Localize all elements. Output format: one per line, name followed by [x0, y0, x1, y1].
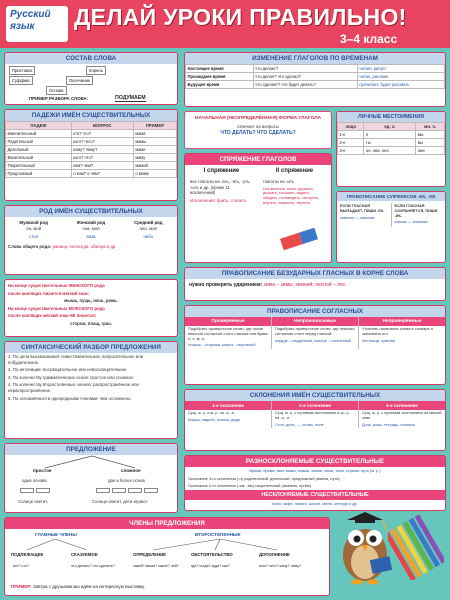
sentence-example2: Солнце светит, дети играют. [92, 499, 149, 504]
neut-label: Средний род [134, 220, 163, 225]
word-structure-title: СОСТАВ СЛОВА [5, 53, 177, 64]
case-question: о ком? о чём? [71, 170, 133, 178]
case-question: кого? чего? [71, 138, 133, 146]
pronouns-card [336, 111, 446, 187]
case-question: кем? чем? [71, 162, 133, 170]
parts-example: Завтра с друзьями мы идём на интересную выставку. [32, 584, 146, 589]
consonants-card [184, 305, 446, 385]
consonants-example3: лестница, чувства [362, 337, 395, 343]
pronoun-sing: я [364, 131, 416, 139]
vowels-text: нужно проверять ударением: [189, 282, 263, 288]
pronoun-plur: они [416, 147, 445, 155]
indeclinable-list: Кино, кафе, пальто, шоссе, меню, кенгуру и др. [272, 500, 358, 506]
cases-header: ПАДЕЖ [6, 122, 72, 130]
subject-label: ПОДЛЕЖАЩЕЕ [11, 552, 44, 557]
diff-nouns-line2: Окончание 2-го склонения (-ем, -ём) творительный (именем, путём) [188, 483, 311, 489]
pronoun-plur: вы [416, 139, 445, 147]
tenses-card [184, 52, 446, 107]
case-example: мамой [133, 162, 176, 170]
first-conj-exceptions: Исключения: брить, стелить [190, 197, 247, 203]
vowels-title: ПРАВОПИСАНИЕ БЕЗУДАРНЫХ ГЛАСНЫХ В КОРНЕ СЛОВА [185, 268, 445, 279]
tense-example: читает, рисует [357, 65, 444, 73]
object-question: кого? чего? кому? чему? [259, 564, 302, 568]
indeclinable-title: НЕСКЛОНЯЕМЫЕ СУЩЕСТВИТЕЛЬНЫЕ [185, 490, 445, 500]
common-gender-examples: умница, непоседа, обжора и др. [52, 244, 117, 250]
list-item: 5. По осложнённости однородными членами: чем осложнено. [8, 395, 132, 401]
base-label: Основа [46, 86, 67, 95]
second-conj-label: II спряжение [275, 168, 314, 174]
tense-question: что сделает? что будет делать? [253, 81, 357, 89]
consonants-title: ПРАВОПИСАНИЕ СОГЛАСНЫХ [185, 306, 445, 317]
soft-sign-example2: сторож, плащ, грач. [70, 320, 112, 326]
gender-card [4, 205, 178, 275]
suffix-ik-example: ключик — ключика [394, 220, 428, 225]
adverbial-label: ОБСТОЯТЕЛЬСТВО [191, 552, 233, 557]
table-row [6, 146, 177, 154]
tense-example: читал, рисовал [357, 73, 444, 81]
pronoun-plur: мы [416, 131, 445, 139]
cases-header: ВОПРОС [71, 122, 133, 130]
attribute-label: ОПРЕДЕЛЕНИЕ [133, 552, 167, 557]
pronoun-person: 2-е [338, 139, 364, 147]
tense-example: прочитает, будет рисовать [357, 81, 444, 89]
ending-label: Окончание [66, 76, 93, 85]
declension-1-text: Сущ. ж. р. и м. р. на -а, -я [188, 410, 235, 415]
diff-nouns-card [184, 455, 446, 511]
diff-nouns-list: Время, бремя, имя, вымя, пламя, знамя, семя, темя, стремя, путь (м. р.) [249, 468, 381, 473]
table-row [186, 65, 445, 73]
table-row [6, 154, 177, 162]
adverbial-question: где? когда? куда? как? [191, 564, 230, 568]
case-example: о маме [133, 170, 176, 178]
consonants-text1: Подобрать проверочное слово, где после неясной согласной стоит гласная или буквы н, л, м, р: [188, 326, 268, 341]
owl-icon [335, 510, 395, 585]
pronouns-header: лицо [338, 123, 364, 131]
tense-name: Прошедшее время [186, 73, 254, 81]
declension-3-text: Сущ. ж. р. с нулевым окончанием на мягкий знак [362, 410, 442, 420]
list-item: 4. По количеству второстепенных членов: распространённое или нераспространённое. [8, 382, 139, 393]
declension-2-example: Стол, день, ..., слово, поле [275, 421, 324, 427]
word-structure-card [4, 52, 178, 105]
sentence-title: ПРЕДЛОЖЕНИЕ [5, 444, 177, 455]
infinitive-subtitle: отвечает на вопросы [237, 123, 279, 129]
pronouns-header: ед. ч. [364, 123, 416, 131]
consonants-example2: сердце – сердечный, солнце – солнечный [275, 337, 351, 343]
simple-label: простое [33, 468, 52, 473]
pencils-icon [388, 510, 444, 580]
consonants-col2: Непроизносимые [272, 317, 358, 326]
soft-sign-line2: после шипящих пишется мягкий знак: [8, 290, 90, 296]
suffixes-title: ПРАВОПИСАНИЕ СУФФИКСОВ -ЕК, -ИК [337, 192, 445, 201]
cases-header: ПРИМЕР [133, 122, 176, 130]
gender-title: РОД ИМЁН СУЩЕСТВИТЕЛЬНЫХ [5, 206, 177, 217]
table-row [186, 73, 445, 81]
table-row [6, 130, 177, 138]
case-name: Родительный [6, 138, 72, 146]
example-word: ПОДУМАЕМ [115, 95, 146, 101]
attribute-question: какой? какая? какое? чей? [133, 564, 179, 568]
declension-1-example: Кошка, наделя, конюш, дядя [188, 416, 240, 422]
common-gender-label: Слова общего рода: [8, 244, 52, 250]
subject-question: кто? что? [13, 564, 30, 568]
neut-example: небо [143, 233, 154, 239]
declension-3: 3-е склонение [359, 401, 445, 410]
declension-2-text: Сущ. м. р. с нулевым окончанием и ср. р. на -о, -е [275, 410, 350, 420]
syntax-card [4, 341, 178, 439]
sentence-branches [5, 454, 178, 474]
main-parts-label: ГЛАВНЫЕ ЧЛЕНЫ [35, 532, 77, 537]
masc-label: Мужской род [19, 220, 48, 225]
case-name: Творительный [6, 162, 72, 170]
one-base-label: одна основа [22, 478, 47, 483]
table-row [338, 139, 445, 147]
suffix-ek-example: замочек — замочка [340, 215, 375, 220]
case-question: кого? что? [71, 154, 133, 162]
parts-title: ЧЛЕНЫ ПРЕДЛОЖЕНИЯ [5, 518, 329, 529]
two-bases-label: две и более основ [108, 478, 145, 483]
fem-question: она, моя [82, 226, 100, 231]
table-row [338, 131, 445, 139]
suffix-label: Суффикс [9, 76, 33, 85]
first-conj-text: все глаголы на -ать, -ять, -уть, -ыть и др. (кроме 11 исключений) [190, 179, 251, 196]
parts-branches [5, 538, 330, 552]
suffix-ek-rule: ЕСЛИ ГЛАСНАЯ ВЫПАДАЕТ, ПИШИ -ЕК- [340, 204, 385, 213]
first-conj-label: I спряжение [203, 168, 240, 174]
predicate-label: СКАЗУЕМОЕ [71, 552, 98, 557]
pronouns-title: ЛИЧНЫЕ МЕСТОИМЕНИЯ [337, 112, 445, 122]
case-name: Дательный [6, 146, 72, 154]
tense-name: Будущее время [186, 81, 254, 89]
grade-label: 3–4 класс [340, 32, 398, 46]
complex-label: сложное [121, 468, 141, 473]
masc-example: стол [29, 233, 39, 239]
case-name: Предложный [6, 170, 72, 178]
vowels-example: зима – зимы, зимний; лесной – лес. [263, 282, 347, 288]
table-row [6, 162, 177, 170]
root-label: Корень [86, 66, 106, 75]
soft-sign-example1: мышь, пущь, ночь, рожь. [64, 298, 118, 304]
pronouns-header: мн. ч. [416, 123, 445, 131]
pronoun-person: 3-е [338, 147, 364, 155]
infinitive-card [184, 111, 332, 149]
second-conj-text: глаголы на -ить [263, 179, 294, 184]
soft-sign-line3: На конце существительных МУЖСКОГО рода [8, 305, 105, 311]
example-label: ПРИМЕР РАЗБОРА СЛОВА: [29, 96, 89, 101]
tense-question: что делал? что сделал? [253, 73, 357, 81]
case-example: маму [133, 154, 176, 162]
declension-title: СКЛОНЕНИЯ ИМЁН СУЩЕСТВИТЕЛЬНЫХ [185, 390, 445, 401]
pronouns-table [337, 122, 445, 155]
tenses-title: ИЗМЕНЕНИЕ ГЛАГОЛОВ ПО ВРЕМЕНАМ [185, 53, 445, 64]
case-example: мама [133, 130, 176, 138]
sentence-example1: Солнце светит. [18, 499, 48, 504]
page-title: ДЕЛАЙ УРОКИ ПРАВИЛЬНО! [74, 4, 407, 30]
list-item: 1. По цели высказывания: повествовательное, вопросительное или побудительное. [8, 354, 144, 365]
secondary-parts-label: ВТОРОСТЕПЕННЫЕ [195, 532, 241, 537]
tense-name: Настоящее время [186, 65, 254, 73]
table-row [6, 170, 177, 178]
object-label: ДОПОЛНЕНИЕ [259, 552, 290, 557]
tense-question: что делает? [253, 65, 357, 73]
fem-label: Женский род [76, 220, 106, 225]
predicate-question: что делать? что сделать? [71, 564, 115, 568]
soft-sign-line1: На конце существительных ЖЕНСКОГО рода [8, 283, 105, 288]
declension-2: 2-е склонение [272, 401, 358, 410]
suffix-ik-rule: ЕСЛИ ГЛАСНАЯ СОХРАНЯЕТСЯ, ПИШИ -ИК- [394, 204, 438, 218]
declension-1: 1-е склонение [185, 401, 271, 410]
declension-3-example: Дочь, рожь, тетрадь, полночь [362, 421, 416, 427]
prefix-label: Приставка [9, 66, 35, 75]
consonants-text3: Уточнить написание слова в словаре и запомнить его [362, 326, 433, 336]
list-item: 2. По интонации: восклицательное или невосклицательное. [8, 367, 128, 373]
case-question: кто? что? [71, 130, 133, 138]
syntax-title: СИНТАКСИЧЕСКИЙ РАЗБОР ПРЕДЛОЖЕНИЯ [5, 342, 177, 353]
conjugation-title: СПРЯЖЕНИЕ ГЛАГОЛОВ [185, 154, 331, 165]
diff-nouns-title: РАЗНОСКЛОНЯЕМЫЕ СУЩЕСТВИТЕЛЬНЫЕ [185, 456, 445, 467]
second-conj-exceptions: Исключения: гнать, держать, дышать, слышать, видеть, обидеть, ненавидеть, смотреть, вертеть, зависеть, терпеть [263, 186, 320, 205]
fem-example: ваза [86, 233, 96, 239]
infinitive-questions: ЧТО ДЕЛАТЬ? ЧТО СДЕЛАТЬ? [220, 130, 296, 137]
case-example: мамы [133, 138, 176, 146]
list-item: 3. По количеству грамматических основ: простое или сложное. [8, 374, 135, 380]
soft-sign-line4: после шипящих мягкий знак НЕ пишется: [8, 313, 97, 319]
scheme-complex [95, 487, 159, 495]
neut-question: оно, моё [139, 226, 157, 231]
case-example: маме [133, 146, 176, 154]
infinitive-title: НАЧАЛЬНАЯ (НЕОПРЕДЕЛЁННАЯ) ФОРМА ГЛАГОЛА [194, 116, 322, 121]
eraser-icon [277, 228, 321, 250]
cases-card [4, 109, 178, 201]
consonants-text2: Подобрать проверочное слово, где неясная согласная стоит перед гласной: [275, 326, 355, 336]
subject-tag [6, 6, 68, 42]
parts-card [4, 517, 330, 596]
case-question: кому? чему? [71, 146, 133, 154]
cases-table [5, 121, 177, 178]
consonants-col1: Проверяемые [185, 317, 271, 326]
table-row [186, 81, 445, 89]
case-name: Именительный [6, 130, 72, 138]
consonants-col3: Непроверяемые [359, 317, 445, 326]
scheme-simple [19, 487, 51, 495]
declension-card [184, 389, 446, 451]
table-row [6, 138, 177, 146]
vowels-card [184, 267, 446, 301]
pronoun-person: 1-е [338, 131, 364, 139]
suffixes-card [336, 191, 446, 263]
sentence-card [4, 443, 178, 513]
soft-sign-card [4, 279, 178, 337]
table-row [338, 147, 445, 155]
pronoun-sing: он, она, оно [364, 147, 416, 155]
consonants-example1: сторож – сторожа, мороз – морозный [188, 342, 256, 348]
subject-line2: язык [10, 21, 35, 32]
pronoun-sing: ты [364, 139, 416, 147]
cases-title: ПАДЕЖИ ИМЁН СУЩЕСТВИТЕЛЬНЫХ [5, 110, 177, 121]
diff-nouns-line1: Окончание 3-го склонения (-и) родительный, дательный, предложный (имени, пути) [188, 475, 340, 481]
masc-question: он, мой [26, 226, 42, 231]
case-name: Винительный [6, 154, 72, 162]
tenses-table [185, 64, 445, 89]
parts-example-label: ПРИМЕР: [11, 584, 32, 589]
subject-line1: Русский [10, 9, 51, 20]
